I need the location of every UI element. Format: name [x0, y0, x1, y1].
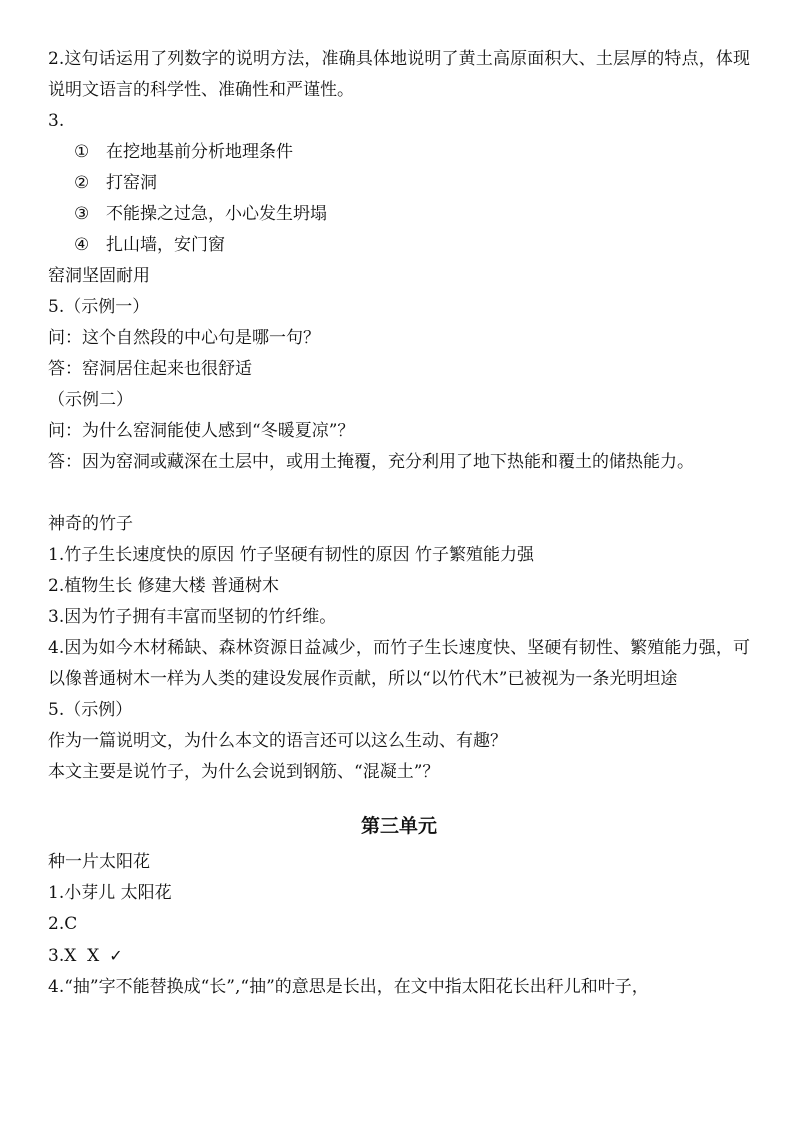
answer-q4: 窑洞坚固耐用	[48, 266, 150, 286]
bamboo-q5-line-1: 作为一篇说明文，为什么本文的语言还可以这么生动、有趣？	[48, 731, 507, 751]
bamboo-q5-line-2: 本文主要是说竹子，为什么会说到钢筋、“混凝土”？	[48, 762, 440, 782]
q5-example2-answer: 答：因为窑洞或藏深在土层中，或用土掩覆，充分利用了地下热能和覆土的储热能力。	[48, 452, 694, 472]
q5-example1-question: 问：这个自然段的中心句是哪一句？	[48, 328, 320, 348]
bamboo-answer-q2: 2.植物生长 修建大楼 普通树木	[48, 576, 280, 596]
answer-q3-label: 3.	[48, 111, 65, 131]
bamboo-answer-q3: 3.因为竹子拥有丰富而坚韧的竹纤维。	[48, 607, 337, 627]
unit-heading: 第三单元	[360, 815, 437, 837]
q5-example2-question: 问：为什么窑洞能使人感到“冬暖夏凉”？	[48, 421, 355, 441]
sunflower-answer-q2: 2.C	[48, 914, 78, 934]
sunflower-answer-q1: 1.小芽儿 太阳花	[48, 883, 172, 903]
section-gap	[48, 478, 750, 509]
q3-step-2	[48, 168, 750, 199]
bamboo-answer-q5-label: 5.（示例）	[48, 700, 133, 720]
sunflower-answer-q4: 4.“抽”字不能替换成“长”,“抽”的意思是长出，在文中指太阳花长出秆儿和叶子，	[48, 977, 649, 997]
q5-example2-label: （示例二）	[48, 390, 133, 410]
sunflower-answer-q3	[48, 940, 750, 972]
section-title-bamboo: 神奇的竹子	[48, 514, 133, 534]
checkmark-icon: ✓	[109, 946, 123, 965]
sunflower-q3-text: 3.X X	[48, 946, 100, 966]
circled-number-2: ②	[74, 173, 90, 193]
section-title-sunflower: 种一片太阳花	[48, 852, 150, 872]
q3-step-4-text: 扎山墙，安门窗	[106, 235, 225, 255]
answer-q5-label: 5.（示例一）	[48, 297, 150, 317]
bamboo-answer-q4: 4.因为如今木材稀缺、森林资源日益减少，而竹子生长速度快、坚硬有韧性、繁殖能力强，可以像普通树木一样为人类的建设发展作贡献，所以“以竹代木”已被视为一条光明坦途	[48, 638, 750, 689]
bamboo-answer-q1: 1.竹子生长速度快的原因 竹子坚硬有韧性的原因 竹子繁殖能力强	[48, 545, 535, 565]
q3-step-3	[48, 199, 750, 230]
q3-step-2-text: 打窑洞	[106, 173, 157, 193]
q3-step-3-text: 不能操之过急，小心发生坍塌	[106, 204, 327, 224]
circled-number-3: ③	[74, 204, 90, 224]
q3-step-1-text: 在挖地基前分析地理条件	[106, 142, 293, 162]
circled-number-1: ①	[74, 142, 90, 162]
circled-number-4: ④	[74, 235, 90, 255]
q3-step-4	[48, 230, 750, 261]
q3-step-1	[48, 137, 750, 168]
answer-q2-explanation: 2.这句话运用了列数字的说明方法，准确具体地说明了黄土高原面积大、土层厚的特点，体现说明文语言的科学性、准确性和严谨性。	[48, 49, 750, 100]
q5-example1-answer: 答：窑洞居住起来也很舒适	[48, 359, 252, 379]
